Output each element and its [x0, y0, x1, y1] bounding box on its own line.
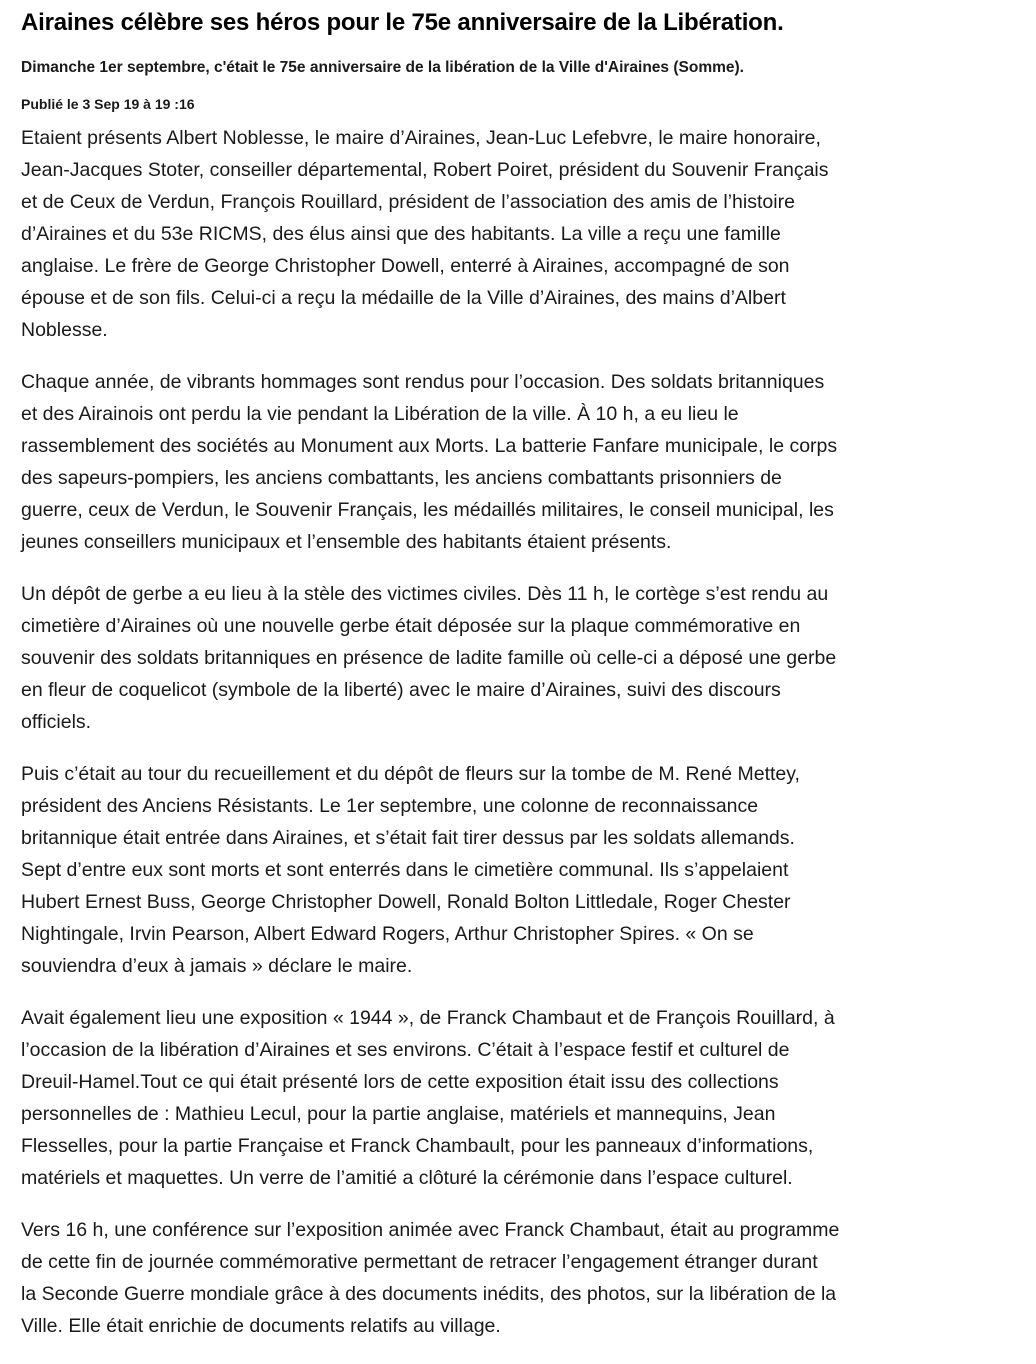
text-line: d’Airaines et du 53e RICMS, des élus ainsi que des habitants. La ville a reçu une famille: [21, 223, 781, 245]
text-line: et de Ceux de Verdun, François Rouillard, président de l’association des amis de l’histoire: [21, 191, 795, 213]
article-paragraph: [21, 366, 1016, 558]
article: [21, 8, 1016, 1342]
text-line: épouse et de son fils. Celui-ci a reçu la médaille de la Ville d’Airaines, des mains d’Albert: [21, 287, 786, 309]
text-line: en fleur de coquelicot (symbole de la liberté) avec le maire d’Airaines, suivi des discours: [21, 679, 781, 701]
article-standfirst: Dimanche 1er septembre, c'était le 75e anniversaire de la libération de la Ville d'Airaines (Somme).: [21, 59, 744, 76]
text-line: de cette fin de journée commémorative permettant de retracer l’engagement étranger durant: [21, 1251, 818, 1273]
article-paragraph: [21, 1002, 1016, 1194]
article-paragraph: [21, 758, 1016, 982]
article-published-date: Publié le 3 Sep 19 à 19 :16: [21, 96, 195, 112]
text-line: cimetière d’Airaines où une nouvelle gerbe était déposée sur la plaque commémorative en: [21, 615, 801, 637]
text-line: Dreuil-Hamel.Tout ce qui était présenté lors de cette exposition était issu des collections: [21, 1071, 779, 1093]
text-line: matériels et maquettes. Un verre de l’amitié a clôturé la cérémonie dans l’espace culturel.: [21, 1167, 793, 1189]
text-line: Sept d’entre eux sont morts et sont enterrés dans le cimetière communal. Ils s’appelaient: [21, 859, 789, 881]
text-line: la Seconde Guerre mondiale grâce à des documents inédits, des photos, sur la libération de la: [21, 1283, 837, 1305]
text-line: Un dépôt de gerbe a eu lieu à la stèle des victimes civiles. Dès 11 h, le cortège s’est rendu au: [21, 583, 829, 605]
text-line: britannique était entrée dans Airaines, et s’était fait tirer dessus par les soldats allemands.: [21, 827, 795, 849]
text-line: l’occasion de la libération d’Airaines et ses environs. C’était à l’espace festif et culturel de: [21, 1039, 790, 1061]
text-line: Hubert Ernest Buss, George Christopher Dowell, Ronald Bolton Littledale, Roger Chester: [21, 891, 791, 913]
article-paragraph: [21, 1214, 1016, 1342]
text-line: Nightingale, Irvin Pearson, Albert Edward Rogers, Arthur Christopher Spires. « On se: [21, 923, 754, 945]
text-line: président des Anciens Résistants. Le 1er septembre, une colonne de reconnaissance: [21, 795, 759, 817]
text-line: officiels.: [21, 711, 92, 733]
article-title: Airaines célèbre ses héros pour le 75e anniversaire de la Libération.: [21, 9, 784, 36]
text-line: guerre, ceux de Verdun, le Souvenir Français, les médaillés militaires, le conseil municipal, les: [21, 499, 834, 521]
text-line: Chaque année, de vibrants hommages sont rendus pour l’occasion. Des soldats britanniques: [21, 371, 825, 393]
text-line: jeunes conseillers municipaux et l’ensemble des habitants étaient présents.: [21, 531, 672, 553]
text-line: Ville. Elle était enrichie de documents relatifs au village.: [21, 1315, 501, 1337]
text-line: personnelles de : Mathieu Lecul, pour la partie anglaise, matériels et mannequins, Jean: [21, 1103, 776, 1125]
text-line: Jean-Jacques Stoter, conseiller départemental, Robert Poiret, président du Souvenir Français: [21, 159, 829, 181]
article-body: [21, 122, 1016, 1342]
text-line: souviendra d’eux à jamais » déclare le maire.: [21, 955, 413, 977]
article-paragraph: [21, 122, 1016, 346]
text-line: anglaise. Le frère de George Christopher Dowell, enterré à Airaines, accompagné de son: [21, 255, 790, 277]
text-line: Noblesse.: [21, 319, 108, 341]
text-line: souvenir des soldats britanniques en présence de ladite famille où celle-ci a déposé une gerbe: [21, 647, 837, 669]
article-paragraph: [21, 578, 1016, 738]
text-line: Flesselles, pour la partie Française et Franck Chambault, pour les panneaux d’informations,: [21, 1135, 814, 1157]
text-line: rassemblement des sociétés au Monument aux Morts. La batterie Fanfare municipale, le corps: [21, 435, 838, 457]
text-line: et des Airainois ont perdu la vie pendant la Libération de la ville. À 10 h, a eu lieu le: [21, 403, 739, 425]
text-line: Avait également lieu une exposition « 1944 », de Franck Chambaut et de François Rouillard, à: [21, 1007, 835, 1029]
text-line: Etaient présents Albert Noblesse, le maire d’Airaines, Jean-Luc Lefebvre, le maire honoraire,: [21, 127, 821, 149]
text-line: Vers 16 h, une conférence sur l’exposition animée avec Franck Chambaut, était au programme: [21, 1219, 840, 1241]
text-line: des sapeurs-pompiers, les anciens combattants, les anciens combattants prisonniers de: [21, 467, 782, 489]
text-line: Puis c’était au tour du recueillement et du dépôt de fleurs sur la tombe de M. René Mettey,: [21, 763, 800, 785]
